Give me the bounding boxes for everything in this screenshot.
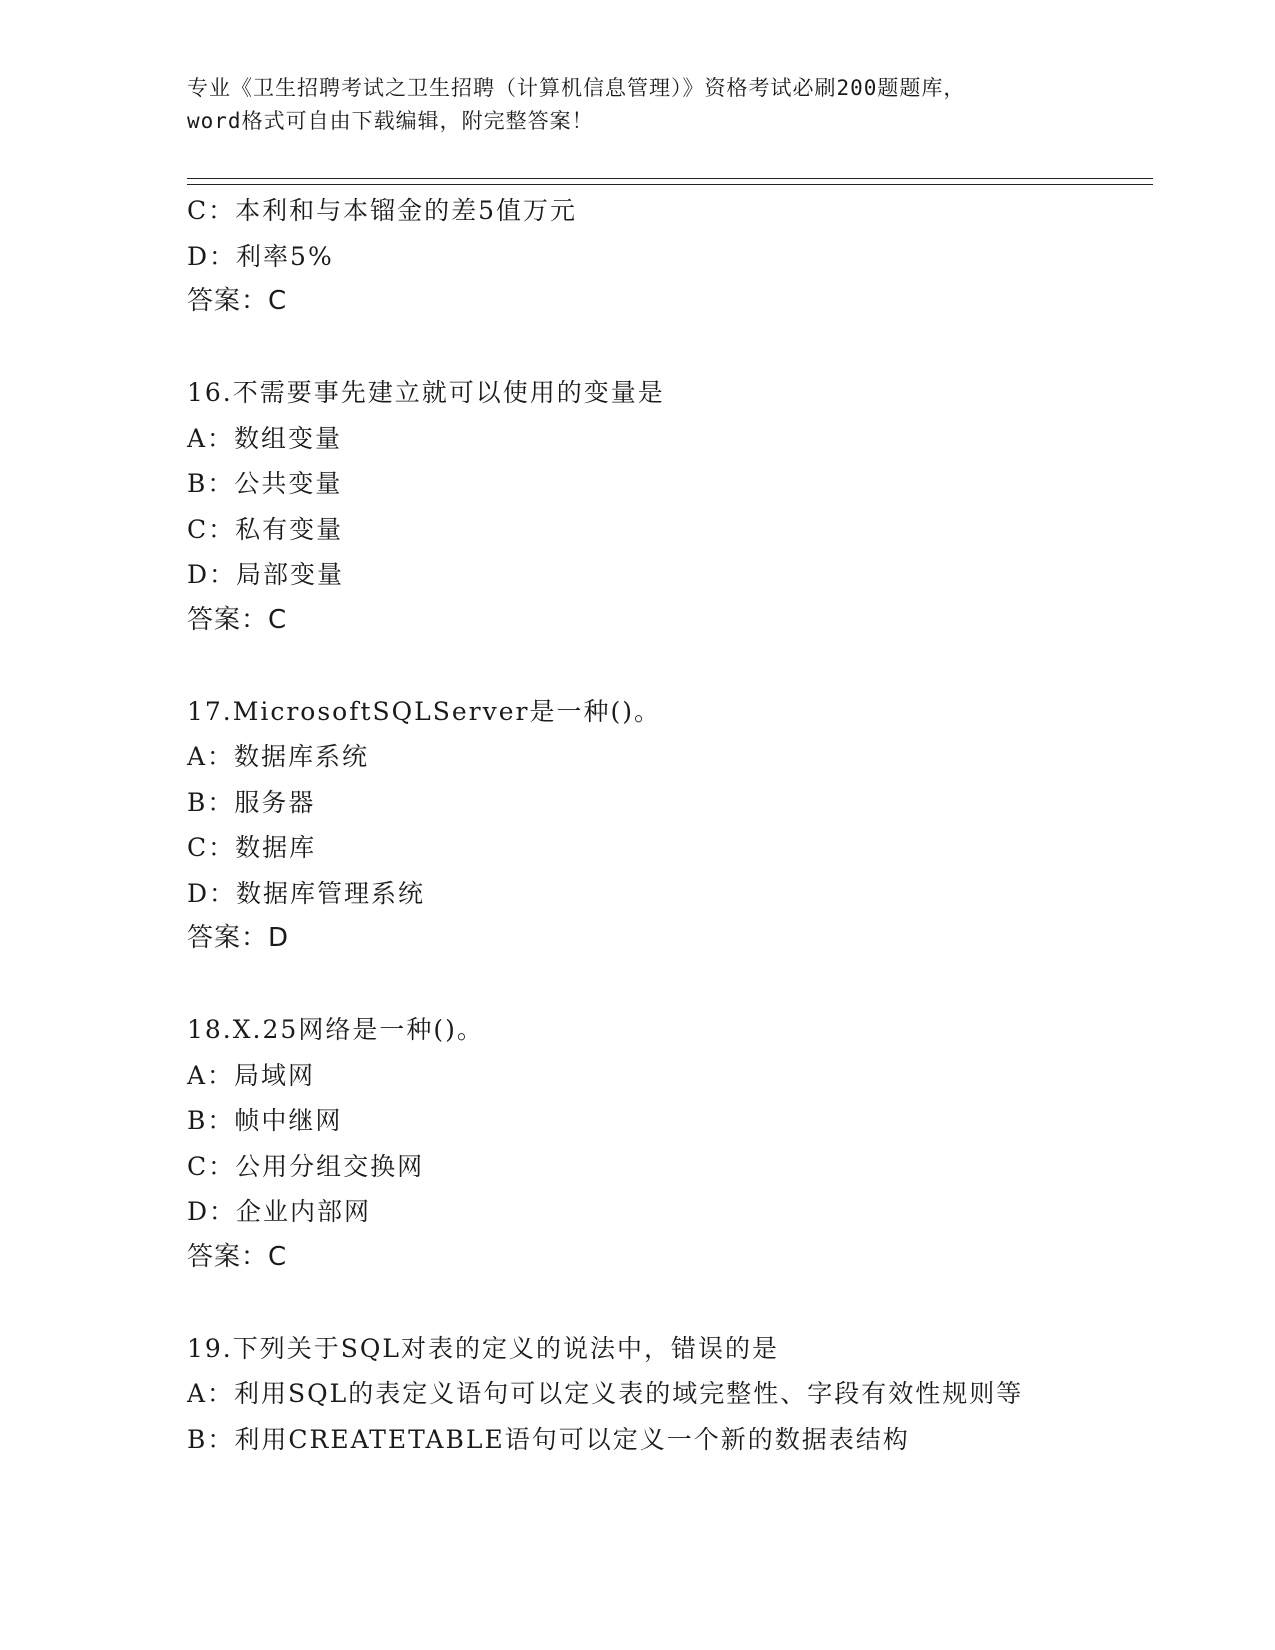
- option-b: B：服务器: [187, 787, 316, 817]
- spacer: [187, 1280, 1153, 1326]
- option-a: A：数据库系统: [187, 742, 370, 771]
- answer-line: 答案：D: [187, 923, 290, 953]
- option-a: A：利用SQL的表定义语句可以定义表的域完整性、字段有效性规则等: [187, 1379, 1024, 1408]
- question-list: [187, 188, 1153, 1462]
- option-d: D：局部变量: [187, 560, 345, 589]
- header-divider-top: [187, 178, 1153, 179]
- option-b: B：利用CREATETABLE语句可以定义一个新的数据表结构: [187, 1424, 910, 1454]
- option-c: C：公用分组交换网: [187, 1151, 425, 1181]
- question-stem: 19.下列关于SQL对表的定义的说法中，错误的是: [187, 1333, 779, 1363]
- question-stem: 17.MicrosoftSQLServer是一种()。: [187, 696, 662, 726]
- option-d: D：数据库管理系统: [187, 878, 426, 908]
- question-17: [187, 689, 1153, 962]
- question-19: [187, 1326, 1153, 1463]
- question-15-continued: [187, 188, 1153, 325]
- option-d: D：利率5%: [187, 241, 334, 271]
- question-stem: 16.不需要事先建立就可以使用的变量是: [187, 378, 665, 407]
- header-divider-bottom: [187, 184, 1153, 185]
- header-line-1: 专业《卫生招聘考试之卫生招聘（计算机信息管理）》资格考试必刷200题题库，: [187, 76, 966, 100]
- spacer: [187, 962, 1153, 1008]
- spacer: [187, 643, 1153, 689]
- document-header: [187, 72, 1087, 138]
- answer-line: 答案：C: [187, 604, 288, 635]
- answer-line: 答案：C: [187, 286, 288, 316]
- option-c: C：数据库: [187, 833, 317, 862]
- option-b: B：帧中继网: [187, 1106, 343, 1135]
- option-c: C：私有变量: [187, 514, 344, 544]
- question-16: [187, 370, 1153, 643]
- answer-line: 答案：C: [187, 1241, 288, 1272]
- option-a: A：数组变量: [187, 423, 343, 453]
- header-line-2: word格式可自由下载编辑，附完整答案！: [187, 109, 594, 133]
- option-b: B：公共变量: [187, 469, 343, 498]
- option-c: C：本利和与本镏金的差5值万元: [187, 196, 578, 225]
- spacer: [187, 325, 1153, 371]
- option-a: A：局域网: [187, 1060, 316, 1090]
- option-d: D：企业内部网: [187, 1197, 372, 1226]
- question-stem: 18.X.25网络是一种()。: [187, 1015, 484, 1044]
- question-18: [187, 1007, 1153, 1280]
